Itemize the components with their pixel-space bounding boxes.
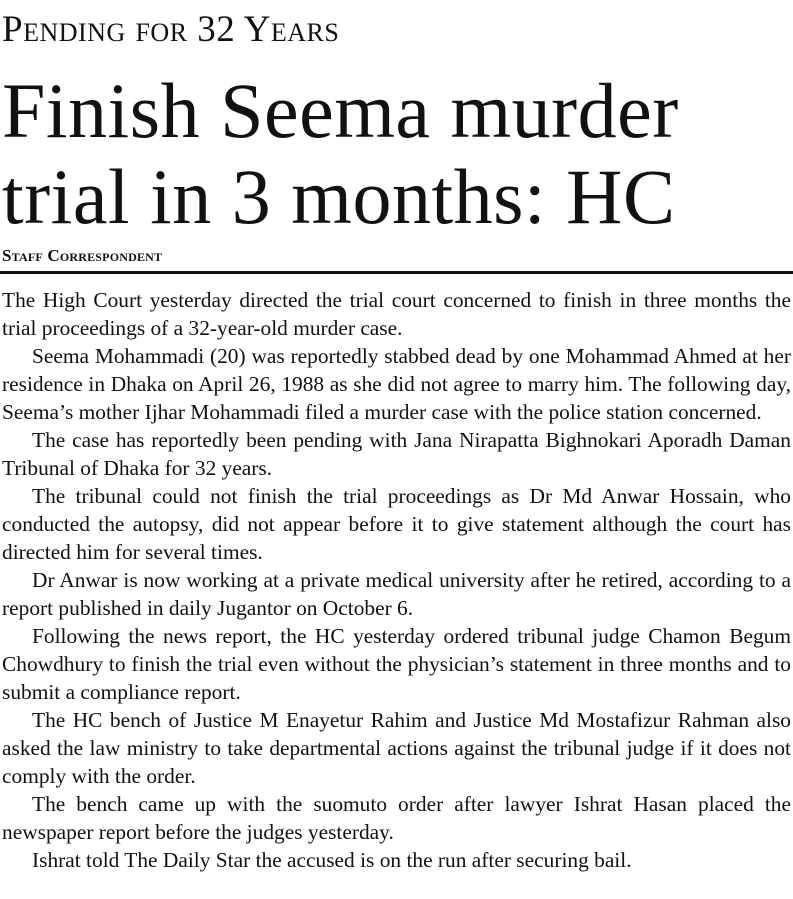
article-paragraph-5: Dr Anwar is now working at a private medical university after he retired, according to a report published in daily Jugantor on October 6. [2, 568, 791, 620]
article-paragraph-7: The HC bench of Justice M Enayetur Rahim and Justice Md Mostafizur Rahman also asked the law ministry to take departmental actions against the tribunal judge if it does not comply with the order. [2, 708, 791, 788]
article-byline: Staff Correspondent [2, 246, 163, 265]
article-paragraph-4: The tribunal could not finish the trial proceedings as Dr Md Anwar Hossain, who conducted the autopsy, did not appear before it to give statement although the court has directed him for several times. [2, 484, 791, 564]
headline-line-1: Finish Seema murder [2, 67, 679, 154]
article-paragraph-3: The case has reportedly been pending with Jana Nirapatta Bighnokari Aporadh Daman Tribunal of Dhaka for 32 years. [2, 428, 791, 480]
article-body [2, 286, 791, 874]
article-paragraph-2: Seema Mohammadi (20) was reportedly stabbed dead by one Mohammad Ahmed at her residence in Dhaka on April 26, 1988 as she did not agree to marry him. The following day, Seema’s mother Ijhar Mohammadi filed a murder case with the police station concerned. [2, 344, 791, 424]
article-paragraph-1: The High Court yesterday directed the trial court concerned to finish in three months the trial proceedings of a 32-year-old murder case. [2, 288, 791, 340]
article-paragraph-8: The bench came up with the suomuto order after lawyer Ishrat Hasan placed the newspaper report before the judges yesterday. [2, 792, 791, 844]
article-paragraph-6: Following the news report, the HC yesterday ordered tribunal judge Chamon Begum Chowdhury to finish the trial even without the physician’s statement in three months and to submit a compliance report. [2, 624, 791, 704]
article-kicker: Pending for 32 Years [2, 9, 340, 50]
headline-divider [0, 271, 793, 274]
article-paragraph-9: Ishrat told The Daily Star the accused is on the run after securing bail. [32, 848, 632, 872]
headline-line-2: trial in 3 months: HC [2, 153, 676, 240]
article-headline [2, 68, 791, 240]
